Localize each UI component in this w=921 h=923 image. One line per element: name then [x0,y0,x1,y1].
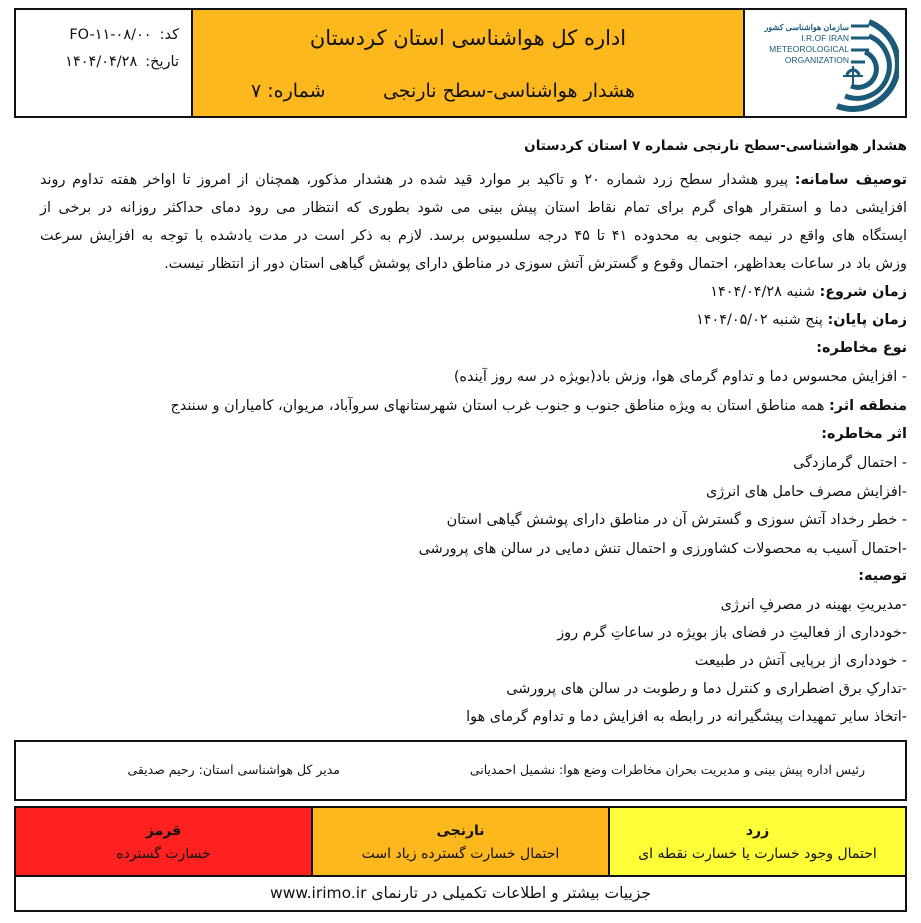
legend-level-desc: خسارت گسترده [116,846,211,862]
hazard-type-item: - افزایش محسوس دما و تداوم گرمای هوا، وزش باد(بویژه در سه روز آینده) [453,369,907,385]
signature-box [14,740,907,801]
hazard-type-label: نوع مخاطره: [816,340,907,356]
code-label: کد: [159,27,179,43]
director-signature: مدیر کل هواشناسی استان: رحیم صدیقی [127,762,340,777]
start-time-value: شنبه ۱۴۰۴/۰۴/۲۸ [710,284,815,300]
code-row [24,22,179,49]
website-link[interactable]: www.irimo.ir [270,884,367,902]
end-time [696,306,907,334]
recommendation-item: -مدیریتِ بهینه در مصرفِ انرژی [720,597,907,613]
affected-area-label: منطقه اثر: [829,398,907,414]
warning-level-legend [14,806,907,912]
legend-level-title: زرد [745,823,770,839]
logo-en-line2: METEOROLOGICAL [769,44,849,54]
legend-levels [16,808,905,877]
description-line: ایستگاه های واقع در نیمه جنوبی به محدوده ۴۱ تا ۴۵ درجه سلسیوس برسد. لازم به ذکر است در مدت یادشده با توجه به افزایش سرعت [40,228,907,244]
hazard-effects-label: اثر مخاطره: [821,426,907,442]
logo-en-line1: I.R.OF IRAN [801,33,849,43]
recommendation-item: - خودداری از برپایی آتش در طبیعت [694,653,907,669]
legend-level-desc: احتمال خسارت گسترده زیاد است [361,846,560,862]
header-title-box [193,10,745,116]
date-row [24,49,179,76]
hazard-effect-item: -احتمال آسیب به محصولات کشاورزی و احتمال تنش دمایی در سالن های پرورشی [418,541,907,557]
organization-title: اداره کل هواشناسی استان کردستان [309,26,627,50]
code-value: FO-۱۱-۰۸/۰۰ [69,27,152,43]
logo-fa-name: سازمان هواشناسی کشور [764,23,849,32]
end-time-value: پنج شنبه ۱۴۰۴/۰۵/۰۲ [696,312,823,328]
warning-level-title: هشدار هواشناسی-سطح نارنجی [382,80,635,102]
forecast-head-signature: رئیس اداره پیش بینی و مدیریت بحران مخاطرات وضع هوا: نشمیل احمدیانی [469,762,865,777]
end-time-label: زمان پایان: [827,312,907,328]
legend-level-red [16,808,311,875]
footer-text: جزییات بیشتر و اطلاعات تکمیلی در تارنمای [371,884,651,902]
legend-level-desc: احتمال وجود خسارت یا خسارت نقطه ای [638,846,877,862]
legend-footer [16,877,905,910]
description-line: وزش باد در ساعات بعداظهر، احتمال وقوع و گسترش آتش سوزی در مناطق دارای پوشش گیاهی استان دور از انتظار نیست. [164,256,907,272]
irimo-logo [751,16,899,112]
recommendation-item: -تدارکِ برق اضطراری و کنترل دما و رطوبت در سالن های پرورشی [506,681,907,697]
affected-area-value: همه مناطق استان به ویژه مناطق جنوب و جنوب غرب استان شهرستانهای سروآباد، مریوان، کامیاران و سنندج [170,398,825,414]
legend-level-title: قرمز [145,823,182,839]
hazard-effect-item: -افزایش مصرف حامل های انرژی [706,484,907,500]
logo-box [745,10,905,116]
recommendations-label: توصیه: [858,568,907,584]
legend-level-yellow [608,808,905,875]
document-meta-box [16,10,193,116]
legend-level-orange [311,808,608,875]
warning-title: هشدار هواشناسی-سطح نارنجی شماره ۷ استان کردستان [524,138,907,154]
spiral-logo-icon [751,16,899,112]
recommendation-item: -خودداری از فعالیتِ در فضای باز بویژه در ساعاتِ گرم روز [557,625,907,641]
date-label: تاریخ: [145,54,179,70]
description-line: افزایشی دما و استقرار هوای گرم برای تمام نقاط استان پیش بینی می شود بطوری که انتظار می رود دمای حداکثر روزانه در برخی از [40,200,907,216]
hazard-effect-item: - احتمال گرمازدگی [793,455,907,471]
description-label: توصیف سامانه: [794,172,908,188]
hazard-effect-item: - خطر رخداد آتش سوزی و گسترش آن در مناطق دارای پوشش گیاهی استان [446,512,907,528]
date-value: ۱۴۰۴/۰۴/۲۸ [65,54,138,70]
start-time-label: زمان شروع: [819,284,907,300]
start-time [710,278,907,306]
document-header [14,8,907,118]
legend-level-title: نارنجی [436,823,485,839]
description-line: توصیف سامانه: پیرو هشدار سطح زرد شماره ۲۰ و تاکید بر موارد قید شده در هشدار مذکور، همچنان از امروز تا اواخر هفته تداوم روند [40,172,908,188]
warning-number: شماره: ۷ [251,80,326,102]
affected-area [171,392,908,420]
recommendation-item: -اتخاذ سایر تمهیدات پیشگیرانه در رابطه به افزایش دما و تداوم گرمای هوا [466,709,907,725]
logo-en-line3: ORGANIZATION [784,55,849,65]
